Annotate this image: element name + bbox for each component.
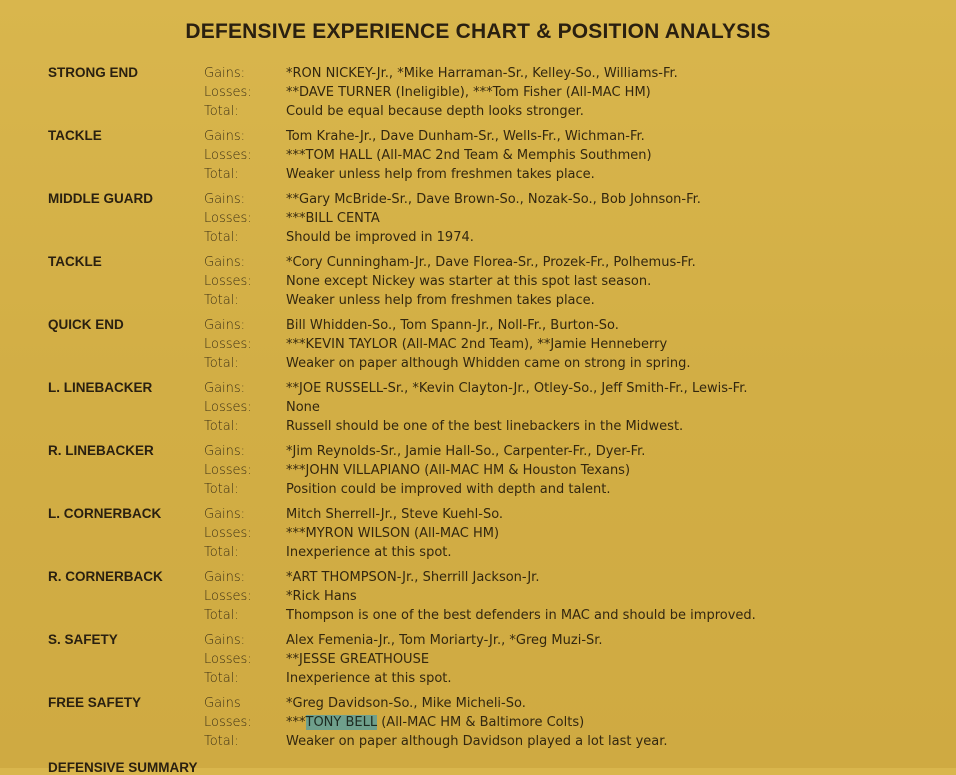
row-text: **JOE RUSSELL-Sr., *Kevin Clayton-Jr., Otley-So., Jeff Smith-Fr., Lewis-Fr.: [286, 381, 748, 396]
row-label: Total:: [204, 167, 239, 182]
page-title: DEFENSIVE EXPERIENCE CHART & POSITION ANALYSIS: [185, 20, 771, 43]
highlighted-name: TONY BELL: [305, 715, 378, 730]
position-name: S. SAFETY: [48, 632, 118, 647]
row-text: Tom Krahe-Jr., Dave Dunham-Sr., Wells-Fr., Wichman-Fr.: [286, 129, 645, 144]
row-label: Gains:: [204, 66, 246, 81]
row-label: Total:: [204, 482, 239, 497]
row-label: Losses:: [204, 589, 252, 604]
row-text: **DAVE TURNER (Ineligible), ***Tom Fisher (All-MAC HM): [286, 85, 651, 100]
cutoff-heading: DEFENSIVE SUMMARY: [48, 760, 198, 775]
row-label: Gains:: [204, 444, 246, 459]
row-text: Thompson is one of the best defenders in MAC and should be improved.: [286, 608, 756, 623]
position-name: TACKLE: [48, 254, 102, 269]
row-text: *Cory Cunningham-Jr., Dave Florea-Sr., Prozek-Fr., Polhemus-Fr.: [286, 255, 696, 270]
row-text: ***TOM HALL (All-MAC 2nd Team & Memphis Southmen): [286, 148, 652, 163]
row-text: Bill Whidden-So., Tom Spann-Jr., Noll-Fr., Burton-So.: [286, 318, 619, 333]
position-name: TACKLE: [48, 128, 102, 143]
position-name: STRONG END: [48, 65, 139, 80]
position-group-r-linebacker: [48, 442, 948, 505]
position-name: L. CORNERBACK: [48, 506, 162, 521]
row-label: Losses:: [204, 85, 252, 100]
row-label: Total:: [204, 545, 239, 560]
row-text: Inexperience at this spot.: [286, 545, 452, 560]
row-text-prefix: ***: [286, 715, 306, 730]
row-label: Gains: [204, 696, 241, 711]
row-text: Position could be improved with depth and talent.: [286, 482, 611, 497]
position-chart: [48, 64, 948, 757]
row-text: None except Nickey was starter at this spot last season.: [286, 274, 652, 289]
row-text: Weaker unless help from freshmen takes place.: [286, 293, 595, 308]
position-name: QUICK END: [48, 317, 124, 332]
position-name: FREE SAFETY: [48, 695, 142, 710]
position-group-s-safety: [48, 631, 948, 694]
row-label: Total:: [204, 608, 239, 623]
row-label: Total:: [204, 419, 239, 434]
row-label: Total:: [204, 356, 239, 371]
row-text: Russell should be one of the best linebackers in the Midwest.: [286, 419, 684, 434]
row-text: *Greg Davidson-So., Mike Micheli-So.: [286, 696, 526, 711]
row-text: *ART THOMPSON-Jr., Sherrill Jackson-Jr.: [286, 570, 540, 585]
row-label: Gains:: [204, 381, 246, 396]
row-label: Losses:: [204, 400, 252, 415]
position-group-l-linebacker: [48, 379, 948, 442]
row-text: Could be equal because depth looks stronger.: [286, 104, 584, 119]
row-label: Losses:: [204, 148, 252, 163]
row-label: Losses:: [204, 463, 252, 478]
row-label: Losses:: [204, 526, 252, 541]
row-text: ***MYRON WILSON (All-MAC HM): [286, 526, 500, 541]
position-group-tackle-2: [48, 253, 948, 316]
row-label: Losses:: [204, 274, 252, 289]
row-text: Should be improved in 1974.: [286, 230, 474, 245]
position-name: MIDDLE GUARD: [48, 191, 153, 206]
position-group-l-cornerback: [48, 505, 948, 568]
row-text: [286, 713, 584, 733]
row-text: *Jim Reynolds-Sr., Jamie Hall-So., Carpenter-Fr., Dyer-Fr.: [286, 444, 646, 459]
row-label: Gains:: [204, 570, 246, 585]
row-label: Total:: [204, 104, 239, 119]
row-label: Gains:: [204, 633, 246, 648]
row-label: Total:: [204, 671, 239, 686]
row-text: Weaker on paper although Davidson played a lot last year.: [286, 734, 668, 749]
position-group-r-cornerback: [48, 568, 948, 631]
row-text: ***KEVIN TAYLOR (All-MAC 2nd Team), **Jamie Henneberry: [286, 337, 668, 352]
position-group-tackle: [48, 127, 948, 190]
row-label: Gains:: [204, 255, 246, 270]
row-text: Inexperience at this spot.: [286, 671, 452, 686]
row-text: *RON NICKEY-Jr., *Mike Harraman-Sr., Kelley-So., Williams-Fr.: [286, 66, 678, 81]
row-label: Total:: [204, 230, 239, 245]
row-text: ***JOHN VILLAPIANO (All-MAC HM & Houston Texans): [286, 463, 631, 478]
row-label: Losses:: [204, 652, 252, 667]
row-text: Weaker on paper although Whidden came on strong in spring.: [286, 356, 691, 371]
position-name: R. LINEBACKER: [48, 443, 154, 458]
position-name: R. CORNERBACK: [48, 569, 163, 584]
row-label: Gains:: [204, 318, 246, 333]
row-label: Losses:: [204, 337, 252, 352]
row-text: Alex Femenia-Jr., Tom Moriarty-Jr., *Greg Muzi-Sr.: [286, 633, 603, 648]
row-label: Gains:: [204, 507, 246, 522]
row-text: Weaker unless help from freshmen takes place.: [286, 167, 595, 182]
row-label: Total:: [204, 734, 239, 749]
row-label: Gains:: [204, 129, 246, 144]
row-label: Losses:: [204, 211, 252, 226]
row-label: Gains:: [204, 192, 246, 207]
row-label: Total:: [204, 293, 239, 308]
position-group-middle-guard: [48, 190, 948, 253]
row-text: **JESSE GREATHOUSE: [286, 652, 430, 667]
row-label: Losses:: [204, 715, 252, 730]
row-text: ***BILL CENTA: [286, 211, 380, 226]
row-text-suffix: (All-MAC HM & Baltimore Colts): [377, 715, 585, 730]
row-text: *Rick Hans: [286, 589, 357, 604]
row-text: **Gary McBride-Sr., Dave Brown-So., Nozak-So., Bob Johnson-Fr.: [286, 192, 701, 207]
position-name: L. LINEBACKER: [48, 380, 153, 395]
row-text: Mitch Sherrell-Jr., Steve Kuehl-So.: [286, 507, 504, 522]
row-text: None: [286, 400, 320, 415]
position-group-free-safety: [48, 694, 948, 757]
position-group-quick-end: [48, 316, 948, 379]
position-group-strong-end: [48, 64, 948, 127]
